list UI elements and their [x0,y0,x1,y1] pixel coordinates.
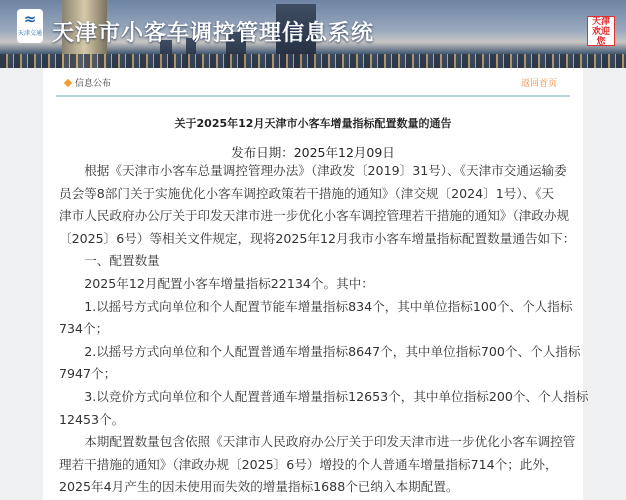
article-title: 关于2025年12月天津市小客车增量指标配置数量的通告 [174,117,452,130]
body-line: 2025年4月产生的因未使用而失效的增量指标1688个已纳入本期配置。 [59,479,459,495]
section-heading: 一、配置数量 [59,253,160,269]
body-line: 2.以摇号方式向单位和个人配置普通车增量指标8647个，其中单位指标700个、个人指标 [59,343,581,359]
divider [56,95,570,97]
body-line: 本期配置数量包含依照《天津市人民政府办公厅关于印发天津市进一步优化小客车调控管 [59,434,576,450]
logo-icon: ≈ [23,10,37,28]
site-title: 天津市小客车调控管理信息系统 [52,21,375,46]
body-line: 〔2025〕6号）等相关文件规定，现将2025年12月我市小客车增量指标配置数量通告如下： [59,230,576,246]
section-label [65,76,111,89]
logo[interactable] [17,9,43,43]
body-line: 津市人民政府办公厅关于印发天津市进一步优化小客车调控管理若干措施的通知》（津政办规 [59,208,570,224]
content-panel [43,68,589,500]
article-body [59,150,589,499]
body-line: 734个； [59,321,109,337]
diamond-icon [64,79,72,87]
body-line: 12453个。 [59,411,125,427]
body-line: 理若干措施的通知》（津政办规〔2025〕6号）增投的个人普通车增量指标714个；此外， [59,456,558,472]
body-line: 3.以竞价方式向单位和个人配置普通车增量指标12653个，其中单位指标200个、个人指标 [59,388,589,404]
publish-date: 发布日期：2025年12月09日 [231,145,395,160]
header-banner [0,0,626,68]
body-line: 根据《天津市小客车总量调控管理办法》（津政发〔2019〕31号）、《天津市交通运输委 [59,163,567,178]
body-line: 员会等8部门关于实施优化小客车调控政策若干措施的通知》（津交规〔2024〕1号）、《天 [59,185,555,201]
body-line: 7947个； [59,366,117,382]
section-label-text: 信息公布 [75,79,112,89]
body-line: 2025年12月配置小客车增量指标22134个。其中： [59,275,374,291]
logo-text: 天津交通 [17,30,42,37]
body-line: 1.以摇号方式向单位和个人配置节能车增量指标834个，其中单位指标100个、个人指标 [59,298,573,314]
seal-logo: 天津欢迎您 [587,16,615,46]
city-lights [0,54,626,68]
return-home-link[interactable]: 返回首页 [520,79,557,89]
